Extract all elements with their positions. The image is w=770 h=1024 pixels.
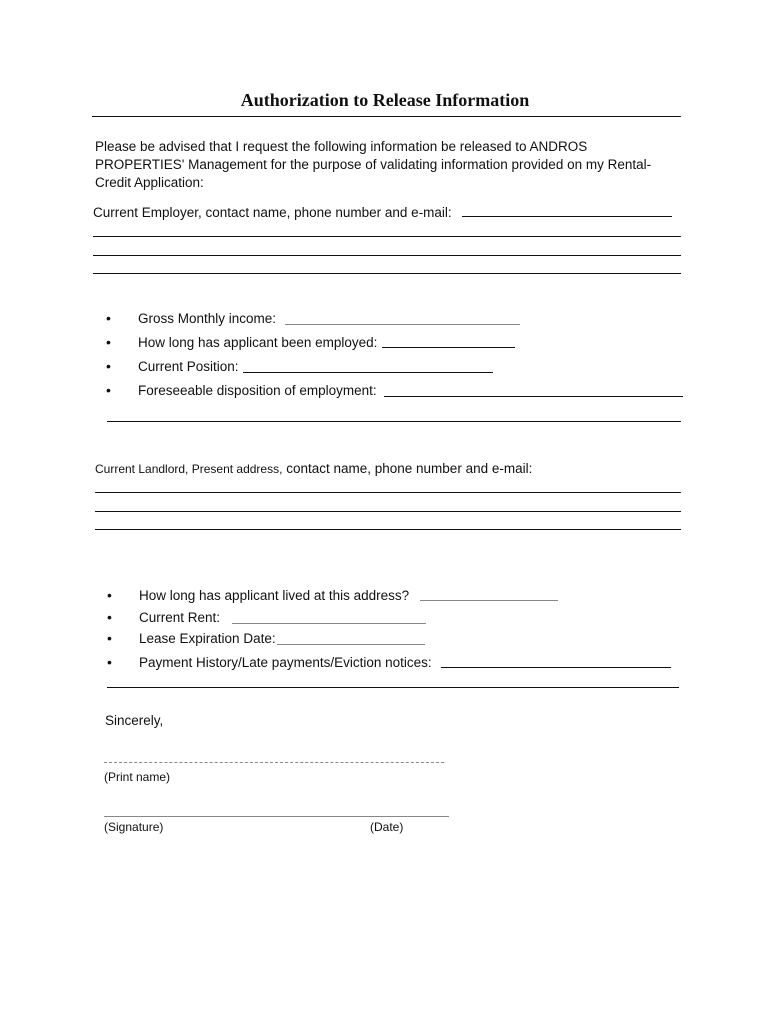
gross-income-label: Gross Monthly income: (138, 311, 277, 326)
current-rent-field[interactable] (232, 623, 426, 624)
signature-label: (Signature) (104, 820, 164, 834)
lease-expiration-field[interactable] (277, 644, 425, 645)
closing-text: Sincerely, (105, 713, 164, 728)
time-at-address-field[interactable] (420, 600, 558, 601)
landlord-line-2[interactable] (95, 511, 681, 512)
disposition-line-2[interactable] (107, 421, 681, 422)
employment-length-label: How long has applicant been employed: (138, 335, 378, 350)
landlord-label (95, 461, 532, 476)
document-title: Authorization to Release Information (240, 90, 530, 110)
bullet-dot: • (106, 358, 111, 374)
signature-field[interactable] (104, 816, 449, 817)
current-position-field[interactable] (243, 372, 493, 373)
employer-line-1[interactable] (93, 236, 681, 237)
landlord-line-1[interactable] (95, 492, 681, 493)
landlord-label-part-1: Current Landlord, Present address, (95, 462, 283, 476)
employer-label: Current Employer, contact name, phone number and e-mail: (93, 205, 452, 220)
employer-field[interactable] (462, 216, 672, 217)
disposition-field[interactable] (384, 396, 683, 397)
disposition-label: Foreseeable disposition of employment: (138, 383, 377, 398)
time-at-address-label: How long has applicant lived at this address? (139, 588, 410, 603)
bullet-dot: • (107, 630, 112, 646)
landlord-label-part-2: contact name, phone number and e-mail: (286, 461, 533, 476)
intro-paragraph: Please be advised that I request the following information be released to ANDROS PROPERTIES' Management for the purpose of validating information provided on my Rental-Credit Application: (95, 139, 652, 190)
payment-history-line-2[interactable] (107, 687, 679, 688)
employment-length-field[interactable] (382, 347, 515, 348)
bullet-dot: • (107, 654, 112, 670)
employer-line-2[interactable] (93, 255, 681, 256)
payment-history-label: Payment History/Late payments/Eviction notices: (139, 655, 432, 670)
date-label: (Date) (370, 820, 404, 834)
employer-line-3[interactable] (93, 273, 681, 274)
bullet-dot: • (106, 382, 111, 398)
current-position-label: Current Position: (138, 359, 239, 374)
landlord-line-3[interactable] (95, 529, 681, 530)
bullet-dot: • (107, 587, 112, 603)
gross-income-field[interactable] (285, 324, 520, 325)
print-name-field[interactable] (104, 762, 444, 763)
bullet-dot: • (107, 609, 112, 625)
title-rule (92, 116, 681, 117)
payment-history-field[interactable] (441, 667, 671, 668)
lease-expiration-label: Lease Expiration Date: (139, 631, 276, 646)
bullet-dot: • (106, 334, 111, 350)
print-name-label: (Print name) (104, 770, 171, 784)
bullet-dot: • (106, 310, 111, 326)
current-rent-label: Current Rent: (139, 610, 221, 625)
